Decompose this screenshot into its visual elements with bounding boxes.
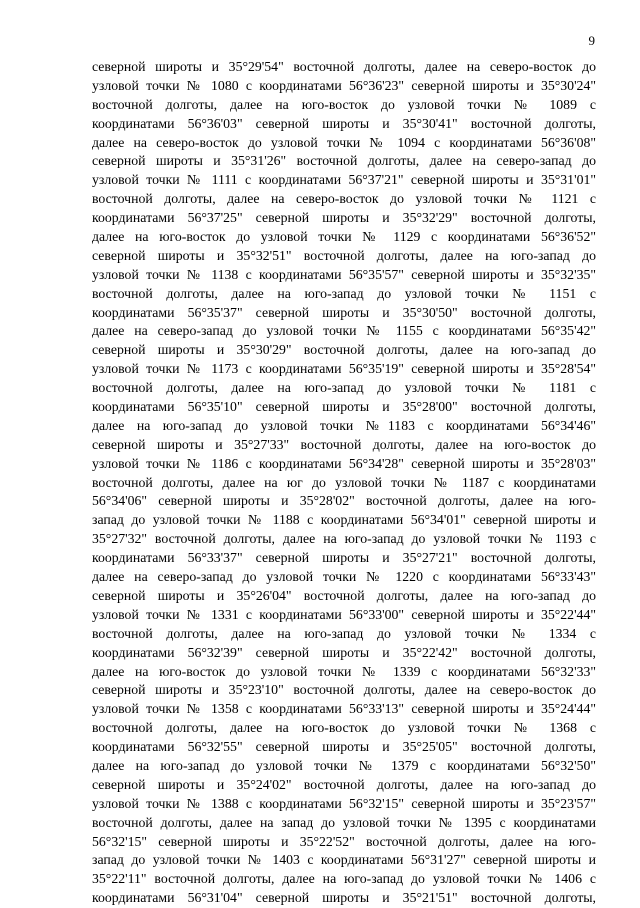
text-line: далее на юго-запад до узловой точки №1183 с координатами 56°34'46" bbox=[92, 417, 596, 433]
text-line: координатами 56°33'37" северной широты и 35°27'21" восточной долготы, bbox=[92, 550, 596, 566]
text-line: запад до узловой точки № 1403 с координатами 56°31'27" северной широты и bbox=[92, 852, 596, 868]
text-line: координатами 56°32'39" северной широты и 35°22'42" восточной долготы, bbox=[92, 644, 596, 660]
text-line: восточной долготы, далее на юго-восток до узловой точки № 1368 с bbox=[92, 720, 596, 736]
text-line: 35°22'11" восточной долготы, далее на юго-запад до узловой точки № 1406 с bbox=[92, 871, 596, 887]
body-text bbox=[92, 58, 596, 908]
text-line: 56°32'15" северной широты и 35°22'52" восточной долготы, далее на юго- bbox=[92, 833, 596, 849]
text-line: далее на северо-запад до узловой точки № 1155 с координатами 56°35'42" bbox=[92, 323, 596, 339]
text-line: восточной долготы, далее на юго-восток до узловой точки № 1089 с bbox=[92, 96, 596, 112]
text-line: восточной долготы, далее на запад до узловой точки № 1395 с координатами bbox=[92, 814, 596, 830]
text-line: северной широты и 35°26'04" восточной долготы, далее на юго-запад до bbox=[92, 587, 596, 603]
text-line: узловой точки № 1358 с координатами 56°33'13" северной широты и 35°24'44" bbox=[92, 701, 596, 717]
text-line: северной широты и 35°31'26" восточной долготы, далее на северо-запад до bbox=[92, 153, 596, 169]
text-line: далее на юго-запад до узловой точки № 1379 с координатами 56°32'50" bbox=[92, 757, 596, 773]
text-line: северной широты и 35°23'10" восточной долготы, далее на северо-восток до bbox=[92, 682, 596, 698]
text-line: узловой точки № 1186 с координатами 56°34'28" северной широты и 35°28'03" bbox=[92, 455, 596, 471]
text-line: координатами 56°37'25" северной широты и 35°32'29" восточной долготы, bbox=[92, 210, 596, 226]
text-line: координатами 56°36'03" северной широты и 35°30'41" восточной долготы, bbox=[92, 115, 596, 131]
text-line: восточной долготы, далее на юго-запад до узловой точки № 1181 с bbox=[92, 380, 596, 396]
text-line: восточной долготы, далее на юг до узловой точки № 1187 с координатами bbox=[92, 474, 596, 490]
text-line: узловой точки № 1080 с координатами 56°36'23" северной широты и 35°30'24" bbox=[92, 77, 596, 93]
text-line: координатами 56°35'37" северной широты и 35°30'50" восточной долготы, bbox=[92, 304, 596, 320]
text-line: узловой точки № 1388 с координатами 56°32'15" северной широты и 35°23'57" bbox=[92, 795, 596, 811]
text-line: координатами 56°35'10" северной широты и 35°28'00" восточной долготы, bbox=[92, 399, 596, 415]
text-line: далее на юго-восток до узловой точки № 1129 с координатами 56°36'52" bbox=[92, 229, 596, 245]
text-line: северной широты и 35°32'51" восточной долготы, далее на юго-запад до bbox=[92, 247, 596, 263]
text-line: координатами 56°32'55" северной широты и 35°25'05" восточной долготы, bbox=[92, 739, 596, 755]
text-line: 35°27'32" восточной долготы, далее на юго-запад до узловой точки № 1193 с bbox=[92, 531, 596, 547]
text-line: восточной долготы, далее на северо-восток до узловой точки № 1121 с bbox=[92, 191, 596, 207]
text-line: далее на юго-восток до узловой точки № 1339 с координатами 56°32'33" bbox=[92, 663, 596, 679]
text-line: узловой точки № 1173 с координатами 56°35'19" северной широты и 35°28'54" bbox=[92, 361, 596, 377]
text-line: далее на северо-восток до узловой точки № 1094 с координатами 56°36'08" bbox=[92, 134, 596, 150]
text-line: северной широты и 35°27'33" восточной долготы, далее на юго-восток до bbox=[92, 436, 596, 452]
page-number: 9 bbox=[588, 33, 595, 48]
text-line: 56°34'06" северной широты и 35°28'02" восточной долготы, далее на юго- bbox=[92, 493, 596, 509]
text-line: восточной долготы, далее на юго-запад до узловой точки № 1334 с bbox=[92, 625, 596, 641]
text-line: координатами 56°31'04" северной широты и 35°21'51" восточной долготы, bbox=[92, 890, 596, 906]
text-line: узловой точки № 1331 с координатами 56°33'00" северной широты и 35°22'44" bbox=[92, 606, 596, 622]
text-line: северной широты и 35°24'02" восточной долготы, далее на юго-запад до bbox=[92, 776, 596, 792]
text-line: запад до узловой точки № 1188 с координатами 56°34'01" северной широты и bbox=[92, 512, 596, 528]
text-line: узловой точки № 1111 с координатами 56°37'21" северной широты и 35°31'01" bbox=[92, 172, 596, 188]
text-line: узловой точки № 1138 с координатами 56°35'57" северной широты и 35°32'35" bbox=[92, 266, 596, 282]
text-line: далее на северо-запад до узловой точки № 1220 с координатами 56°33'43" bbox=[92, 569, 596, 585]
text-line: восточной долготы, далее на юго-запад до узловой точки № 1151 с bbox=[92, 285, 596, 301]
text-line: северной широты и 35°30'29" восточной долготы, далее на юго-запад до bbox=[92, 342, 596, 358]
text-line: северной широты и 35°29'54" восточной долготы, далее на северо-восток до bbox=[92, 59, 596, 74]
